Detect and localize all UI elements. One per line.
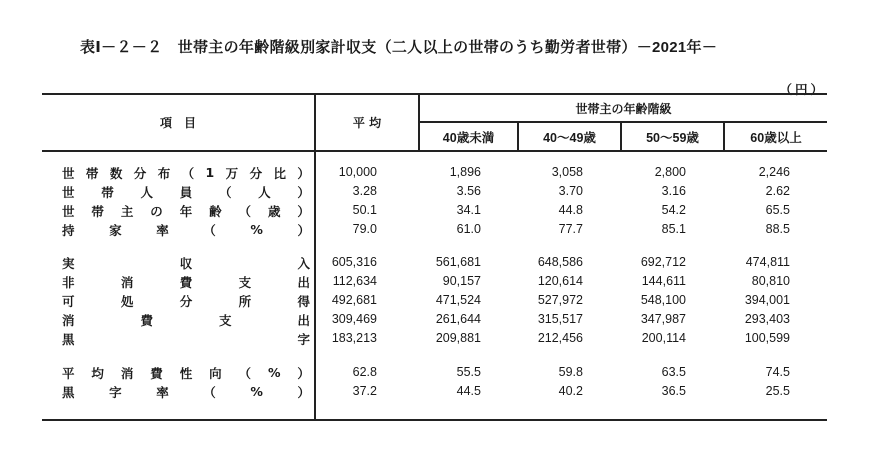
row-label-char: 向 (209, 365, 222, 381)
cell-average: 492,681 (331, 293, 377, 307)
cell-average: 10,000 (338, 165, 377, 179)
row-label-char: 歳 (267, 203, 281, 219)
cell-age-3: 692,712 (640, 255, 686, 269)
row-label-char: 収 (179, 255, 193, 271)
cell-age-4: 74.5 (765, 365, 790, 379)
cell-age-1: 261,644 (435, 312, 481, 326)
header-age-40-49: 40～49歳 (543, 130, 596, 145)
cell-average: 79.0 (352, 222, 377, 236)
cell-age-2: 59.8 (558, 365, 583, 379)
header-age-60-plus: 60歳以上 (750, 130, 802, 145)
cell-age-3: 3.16 (661, 184, 686, 198)
cell-age-4: 474,811 (745, 255, 790, 269)
row-label-char: 年 (179, 203, 193, 219)
header-bottom-border (42, 150, 827, 152)
row-label-char: 字 (297, 331, 310, 347)
row-label-char: （ (181, 165, 195, 181)
cell-age-2: 3,058 (551, 165, 583, 179)
row-label (62, 291, 310, 310)
cell-age-3: 54.2 (661, 203, 686, 217)
cell-average: 3.28 (352, 184, 377, 198)
table-row (42, 253, 827, 272)
row-label-char: 率 (156, 222, 169, 238)
cell-age-1: 209,881 (435, 331, 481, 345)
row-label (62, 220, 310, 239)
row-label-char: 布 (157, 165, 171, 181)
cell-age-2: 77.7 (558, 222, 583, 236)
row-label-char: 非 (62, 274, 75, 290)
cell-average: 605,316 (331, 255, 377, 269)
cell-average: 50.1 (352, 203, 377, 217)
row-label (62, 182, 310, 201)
row-label-char: ） (297, 222, 310, 238)
table-bottom-border (42, 419, 827, 421)
row-label-char: 均 (91, 365, 104, 381)
cell-age-2: 3.70 (558, 184, 583, 198)
cell-age-2: 648,586 (537, 255, 583, 269)
row-label-char: （ (218, 184, 232, 200)
row-label-char: 世 (62, 203, 75, 219)
row-label-char: 主 (120, 203, 134, 219)
table-title-text: 表Ⅰ－２－２ 世帯主の年齢階級別家計収支（二人以上の世帯のうち勤労者世帯） (80, 38, 637, 56)
row-label-char: 処 (120, 293, 134, 309)
row-label-char: 消 (120, 365, 134, 381)
row-label-char: 比 (273, 165, 286, 181)
row-label-char: （ (238, 203, 252, 219)
row-label-char: 員 (179, 184, 193, 200)
header-age-50-59: 50～59歳 (646, 130, 699, 145)
cell-age-4: 293,403 (744, 312, 790, 326)
table-row (42, 201, 827, 220)
row-label-char: ） (297, 365, 310, 381)
row-label-char: 平 (62, 365, 75, 381)
cell-age-2: 527,972 (537, 293, 583, 307)
row-label-char: 入 (297, 255, 310, 271)
cell-age-4: 88.5 (765, 222, 790, 236)
cell-age-3: 2,800 (654, 165, 686, 179)
row-label (62, 329, 310, 348)
row-label-char: 分 (249, 165, 263, 181)
row-label-char: % (250, 384, 263, 399)
header-age-group: 世帯主の年齢階級 (575, 101, 672, 116)
cell-age-1: 471,524 (435, 293, 481, 307)
row-label-char: 世 (62, 165, 75, 181)
row-label-char: 数 (109, 165, 123, 181)
row-label (62, 163, 310, 182)
row-label-char: % (250, 222, 263, 237)
row-label-char: 黒 (62, 384, 75, 400)
cell-age-3: 200,114 (641, 331, 686, 345)
row-label-char: 分 (179, 293, 193, 309)
cell-age-3: 85.1 (661, 222, 686, 236)
cell-average: 309,469 (331, 312, 377, 326)
row-label-char: （ (203, 384, 216, 400)
table-title (80, 36, 717, 57)
row-label-char: % (267, 365, 281, 380)
row-label-char: 実 (62, 255, 75, 271)
table-row (42, 363, 827, 382)
row-label-char: 費 (140, 312, 153, 328)
row-label (62, 253, 310, 272)
table-row (42, 272, 827, 291)
cell-age-1: 34.1 (456, 203, 481, 217)
row-label (62, 272, 310, 291)
row-label-char: 費 (179, 274, 193, 290)
row-label (62, 382, 310, 401)
row-label (62, 201, 310, 220)
cell-age-2: 315,517 (537, 312, 583, 326)
row-label-char: ） (297, 203, 310, 219)
row-label-char: 黒 (62, 331, 75, 347)
cell-age-1: 61.0 (456, 222, 481, 236)
row-label (62, 363, 310, 382)
cell-age-2: 120,614 (537, 274, 583, 288)
cell-age-4: 2,246 (758, 165, 790, 179)
cell-average: 183,213 (331, 331, 377, 345)
row-label (62, 310, 310, 329)
cell-age-4: 2.62 (765, 184, 790, 198)
table-row (42, 163, 827, 182)
cell-age-1: 1,896 (449, 165, 481, 179)
cell-age-4: 100,599 (744, 331, 790, 345)
cell-average: 37.2 (352, 384, 377, 398)
header-item: 項 目 (159, 116, 196, 130)
row-label-char: ） (297, 384, 310, 400)
row-label-char: 得 (297, 293, 310, 309)
row-label-char: 人 (140, 184, 153, 200)
row-label-char: 世 (62, 184, 75, 200)
row-label-char: 帯 (91, 203, 104, 219)
row-label-char: 分 (133, 165, 147, 181)
row-label-char: 家 (109, 222, 122, 238)
cell-age-2: 212,456 (537, 331, 583, 345)
cell-age-2: 44.8 (558, 203, 583, 217)
row-label-char: 齢 (209, 203, 222, 219)
row-label-char: （ (238, 365, 252, 381)
cell-age-3: 548,100 (640, 293, 686, 307)
unit-label: （円） (779, 82, 826, 97)
cell-age-4: 65.5 (765, 203, 790, 217)
row-label-char: ） (297, 184, 310, 200)
cell-age-1: 561,681 (435, 255, 481, 269)
cell-age-1: 44.5 (456, 384, 481, 398)
row-label-char: 消 (120, 274, 134, 290)
cell-age-1: 55.5 (456, 365, 481, 379)
table-row (42, 220, 827, 239)
header-average: 平 均 (352, 116, 382, 130)
cell-age-2: 40.2 (558, 384, 583, 398)
cell-age-4: 80,810 (751, 274, 790, 288)
cell-age-1: 90,157 (442, 274, 481, 288)
cell-age-3: 36.5 (661, 384, 686, 398)
cell-age-3: 63.5 (661, 365, 686, 379)
row-label-char: 率 (156, 384, 169, 400)
row-label-char: 支 (238, 274, 252, 290)
row-label-char: 所 (238, 293, 252, 309)
row-label-char: （ (203, 222, 216, 238)
row-label-char: 持 (62, 222, 75, 238)
row-label-char: 出 (297, 274, 310, 290)
row-label-char: ） (297, 165, 310, 181)
row-label-char: の (150, 203, 163, 219)
header-age-under-40: 40歳未満 (442, 130, 495, 145)
row-label-char: 費 (150, 365, 163, 381)
cell-age-4: 25.5 (765, 384, 790, 398)
table-row (42, 382, 827, 401)
table-row (42, 291, 827, 310)
row-label-char: 1 (205, 165, 215, 180)
row-label-char: 性 (179, 365, 193, 381)
row-label-char: 万 (225, 165, 239, 181)
row-label-char: 可 (62, 293, 75, 309)
cell-average: 112,634 (332, 274, 377, 288)
row-label-char: 出 (297, 312, 310, 328)
row-label-char: 帯 (85, 165, 99, 181)
cell-age-1: 3.56 (456, 184, 481, 198)
table-row (42, 310, 827, 329)
cell-age-3: 347,987 (640, 312, 686, 326)
row-label-char: 消 (62, 312, 75, 328)
table-title-year: －2021年－ (636, 39, 718, 56)
cell-age-4: 394,001 (744, 293, 790, 307)
table-row (42, 182, 827, 201)
row-label-char: 人 (258, 184, 271, 200)
table-row (42, 329, 827, 348)
row-label-char: 帯 (101, 184, 114, 200)
row-label-char: 支 (218, 312, 232, 328)
row-label-char: 字 (109, 384, 122, 400)
cell-average: 62.8 (352, 365, 377, 379)
cell-age-3: 144,611 (641, 274, 686, 288)
